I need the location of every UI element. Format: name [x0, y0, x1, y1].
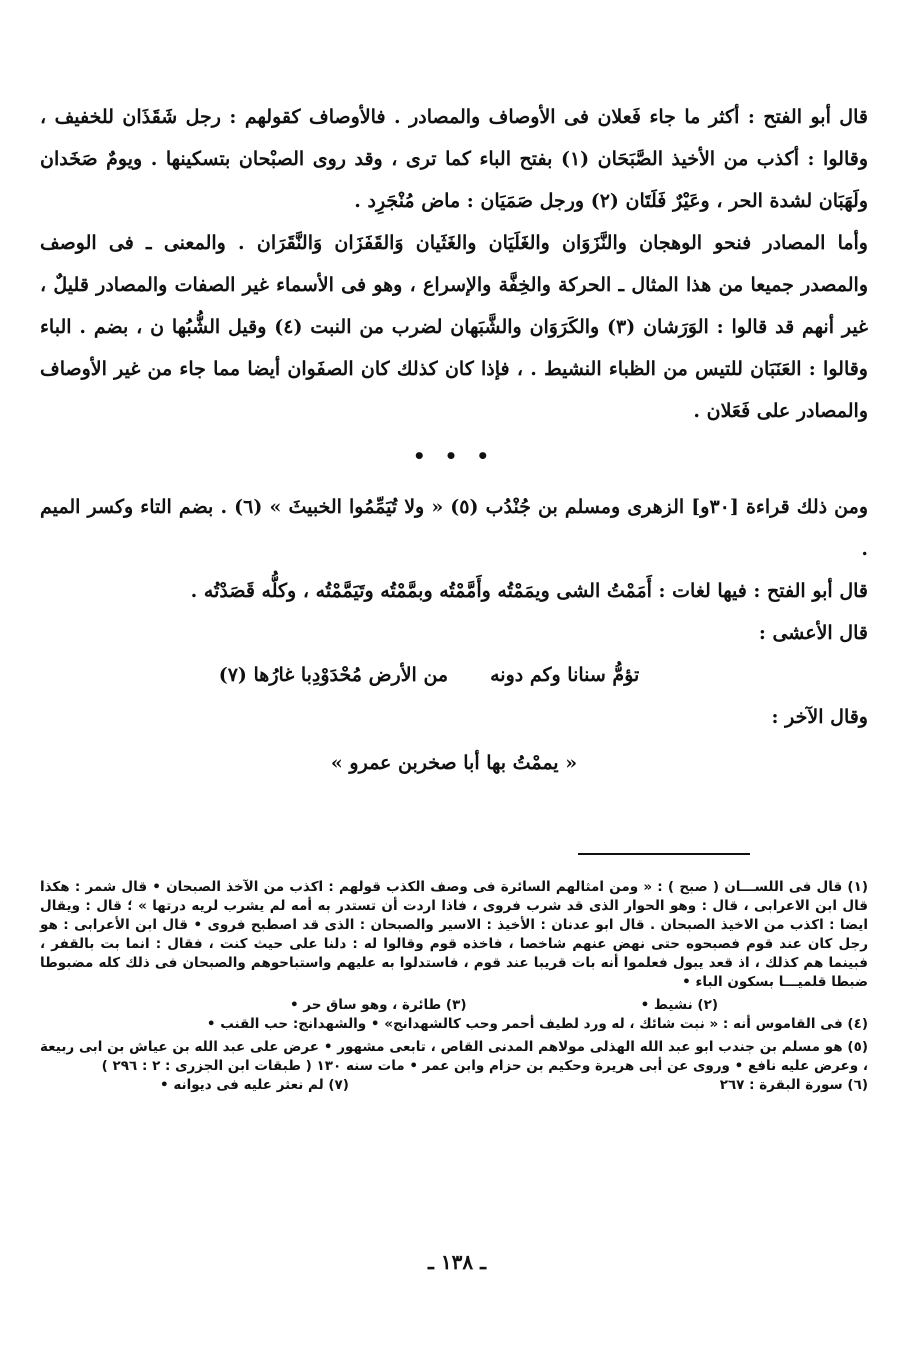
footnote-1: (١) قال فى اللســـان ( صبح ) : « ومن امثالهم السائرة فى وصف الكذب قولهم : اكذب من الآخذ الصبحان • قال شمر : هكذا قال ابن الاعرابى ، قال : وهو الحوار الذى قد شرب فروى ، فاذا اردت أن تستدر به أمه لم يشرب لريه درتها » ؛ قال : ويقال ايضا : اكذب من الاخيذ الصبحان . قال ابو عدنان : الأخيذ : الاسير والصبحان : الذى قد اصطبح فروى • قال ابن الأعرابى : هو رجل كان عند قوم فصبحوه حتى نهض عنهم شاخصا ، فاخذه قوم وقالوا له : دلنا على حيث كنت ، فقال : انما بت بالقفر ، فبينما هم كذلك ، اذ قعد يبول فعلموا أنه بات قريبا عند قوم ، فاستدلوا به عليهم واستباحوهم والصبحان فى ذلك كله مضبوطا ضبطا قلميـــا بسكون الباء • [40, 879, 868, 990]
page-number: ـ ١٣٨ ـ [428, 1250, 486, 1274]
footnote-5: (٥) هو مسلم بن جندب ابو عبد الله الهذلى مولاهم المدنى القاص ، تابعى مشهور • عرض على عبد الله بن عياش بن ابى ربيعة ، وعرض عليه نافع • وروى عن أبى هريرة وحكيم بن حزام وابن عمر • مات سنه ١٣٠ ( طبقات ابن الجزرى : ٢ : ٢٩٦ ) [40, 1039, 868, 1074]
verse-first-hemistich: تؤمُّ سنانا وكم دونه [490, 664, 640, 686]
asha-intro: قال الأعشى : [758, 622, 868, 644]
footnotes [40, 878, 868, 1095]
paragraph-comment: قال أبو الفتح : فيها لغات : أَمَمْتُ الشى ويمَمْتُه وأَمَّمْتُه وبمَّمْتُه وتَيَمَّمْتُه ، وكلُّه قَصَدْتُه . [190, 580, 868, 602]
section-separator: • • • [412, 444, 496, 468]
footnote-7: (٧) لم نعثر عليه فى ديوانه • [160, 1077, 349, 1093]
footnotes-6-7 [40, 1076, 868, 1095]
footnote-divider [578, 853, 750, 855]
verse-asha [80, 654, 778, 696]
spacer [40, 476, 868, 486]
footnote-2: (٢) نشيط • [640, 997, 718, 1013]
verse-other: « يممْتُ بها أبا صخربن عمرو » [330, 752, 578, 774]
footnote-3: (٣) طائرة ، وهو ساق حر • [290, 997, 467, 1013]
paragraph-masadir: وأما المصادر فنحو الوهجان والنَّزَوَان والغَلَيَان والغَثَيان وَالقَفَزَان وَالنَّقَرَان . والمعنى ـ فى الوصف والمصدر جميعا من هذا المثال ـ الحركة والخِفَّة والإسراع ، وهو فى الأسماء غير الصفات والمصادر قليلٌ ، غير أنهم قد قالوا : الوَرَشان (٣) والكَرَوَان والشَّبَهان لضرب من النبت (٤) وقيل الشُّبُها ن ، بضم . الباء وقالوا : العَنَبَان للتيس من الظباء النشيط . ، فإذا كان كذلك كان الصفَوان أيضا مما جاء من غير الأوصاف والمصادر على فَعَلان . [40, 232, 868, 422]
footnote-6: (٦) سورة البقرة : ٢٦٧ [719, 1077, 868, 1093]
main-text [40, 96, 868, 784]
paragraph-abu-alfath: قال أبو الفتح : أكثر ما جاء فَعلان فى الأوصاف والمصادر . فالأوصاف كقولهم : رجل شَقَذَان للخفيف ، وقالوا : أكذب من الأخيذ الصَّبَحَان (١) بفتح الباء كما ترى ، وقد روى الصبْحان بتسكينها . ويومٌ صَخَدان ولَهَبَان لشدة الحر ، وعَيْرٌ فَلَتَان (٢) ورجل صَمَيَان : ماض مُنْجَرِد . [40, 106, 868, 212]
footnotes-2-3 [40, 996, 868, 1015]
footnote-4: (٤) فى القاموس أنه : « نبت شائك ، له ورد لطيف أحمر وحب كالشهدانج» • والشهدانج: حب القنب • [206, 1016, 868, 1032]
paragraph-reading: ومن ذلك قراءة [٣٠و] الزهرى ومسلم بن جُنْدُب (٥) « ولا تُيَمِّمُوا الخبيثَ » (٦) . بضم التاء وكسر الميم . [40, 496, 868, 560]
verse-second-hemistich: من الأرض مُحْدَوْدِبا غارُها (٧) [218, 664, 449, 686]
other-poet-intro: وقال الآخر : [771, 706, 868, 728]
